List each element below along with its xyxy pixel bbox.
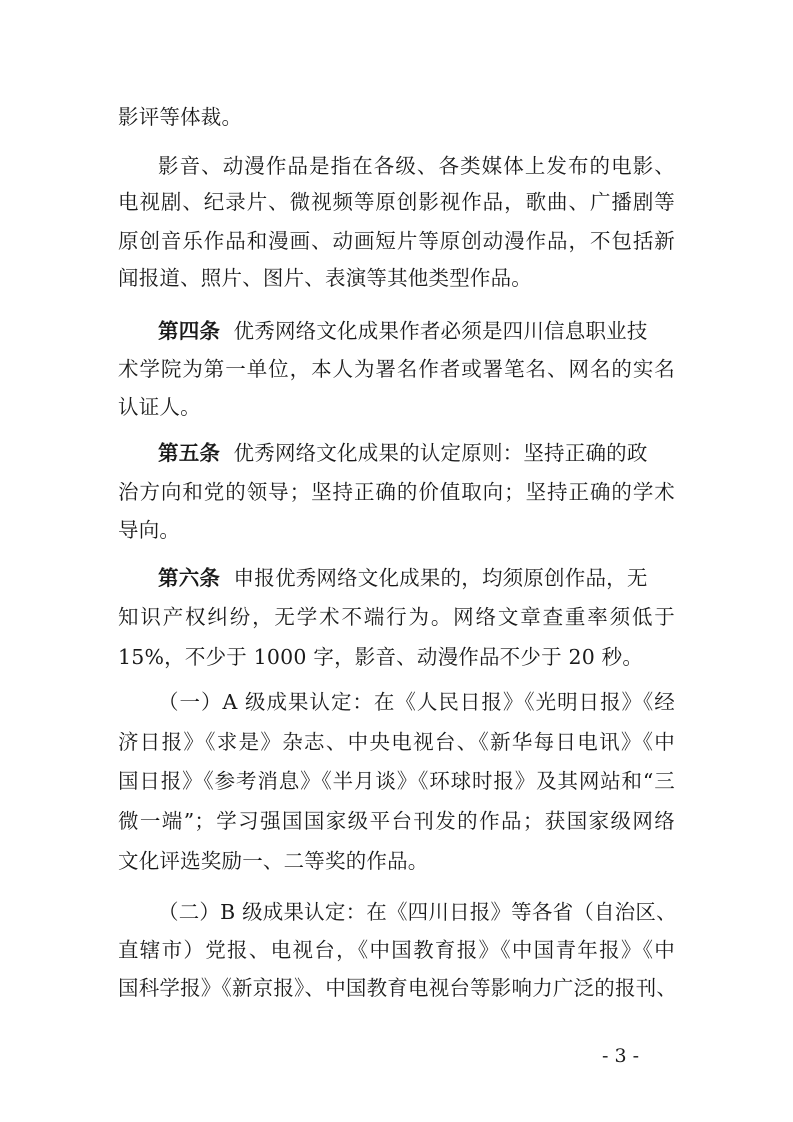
body-line-11: 导向。 (118, 518, 181, 542)
body-line-7: 术学院为第一单位，本人为署名作者或署笔名、网名的实名 (118, 357, 675, 381)
body-line-20: （二）B 级成果认定：在《四川日报》等各省（自治区、 (158, 900, 677, 924)
article-5-label: 第五条 (158, 441, 221, 465)
body-line-17: 国日报》《参考消息》《半月谈》《环球时报》及其网站和“三 (118, 769, 675, 793)
body-line-2: 影音、动漫作品是指在各级、各类媒体上发布的电影、 (158, 154, 675, 178)
body-line-18: 微一端”；学习强国国家级平台刊发的作品；获国家级网络 (118, 809, 675, 833)
body-line-16: 济日报》《求是》杂志、中央电视台、《新华每日电讯》《中 (118, 730, 675, 754)
body-line-13: 知识产权纠纷，无学术不端行为。网络文章查重率须低于 (118, 605, 675, 629)
body-line-5: 闻报道、照片、图片、表演等其他类型作品。 (118, 266, 532, 290)
body-line-10: 治方向和党的领导；坚持正确的价值取向；坚持正确的学术 (118, 480, 675, 504)
body-line-15: （一）A 级成果认定：在《人民日报》《光明日报》《经 (158, 690, 675, 714)
article-5-first-line (158, 440, 675, 466)
article-6-first-line (158, 565, 675, 591)
body-line-4: 原创音乐作品和漫画、动画短片等原创动漫作品，不包括新 (118, 229, 675, 253)
body-line-22: 国科学报》《新京报》、中国教育电视台等影响力广泛的报刊、 (118, 976, 678, 1000)
page-number: - 3 - (602, 1045, 640, 1067)
body-line-14: 15%，不少于 1000 字，影音、动漫作品不少于 20 秒。 (118, 645, 644, 669)
article-4-text: 优秀网络文化成果作者必须是四川信息职业技 (233, 319, 648, 343)
body-line-3: 电视剧、纪录片、微视频等原创影视作品，歌曲、广播剧等 (118, 190, 675, 214)
body-line-21: 直辖市）党报、电视台，《中国教育报》《中国青年报》《中 (118, 938, 675, 962)
body-line-1: 影评等体裁。 (118, 105, 243, 129)
body-line-8: 认证人。 (118, 395, 201, 419)
article-6-label: 第六条 (158, 566, 221, 590)
article-4-first-line (158, 318, 675, 344)
article-5-text: 优秀网络文化成果的认定原则：坚持正确的政 (233, 441, 648, 465)
article-4-label: 第四条 (158, 319, 221, 343)
article-6-text: 申报优秀网络文化成果的，均须原创作品，无 (233, 566, 648, 590)
body-line-19: 文化评选奖励一、二等奖的作品。 (118, 849, 429, 873)
